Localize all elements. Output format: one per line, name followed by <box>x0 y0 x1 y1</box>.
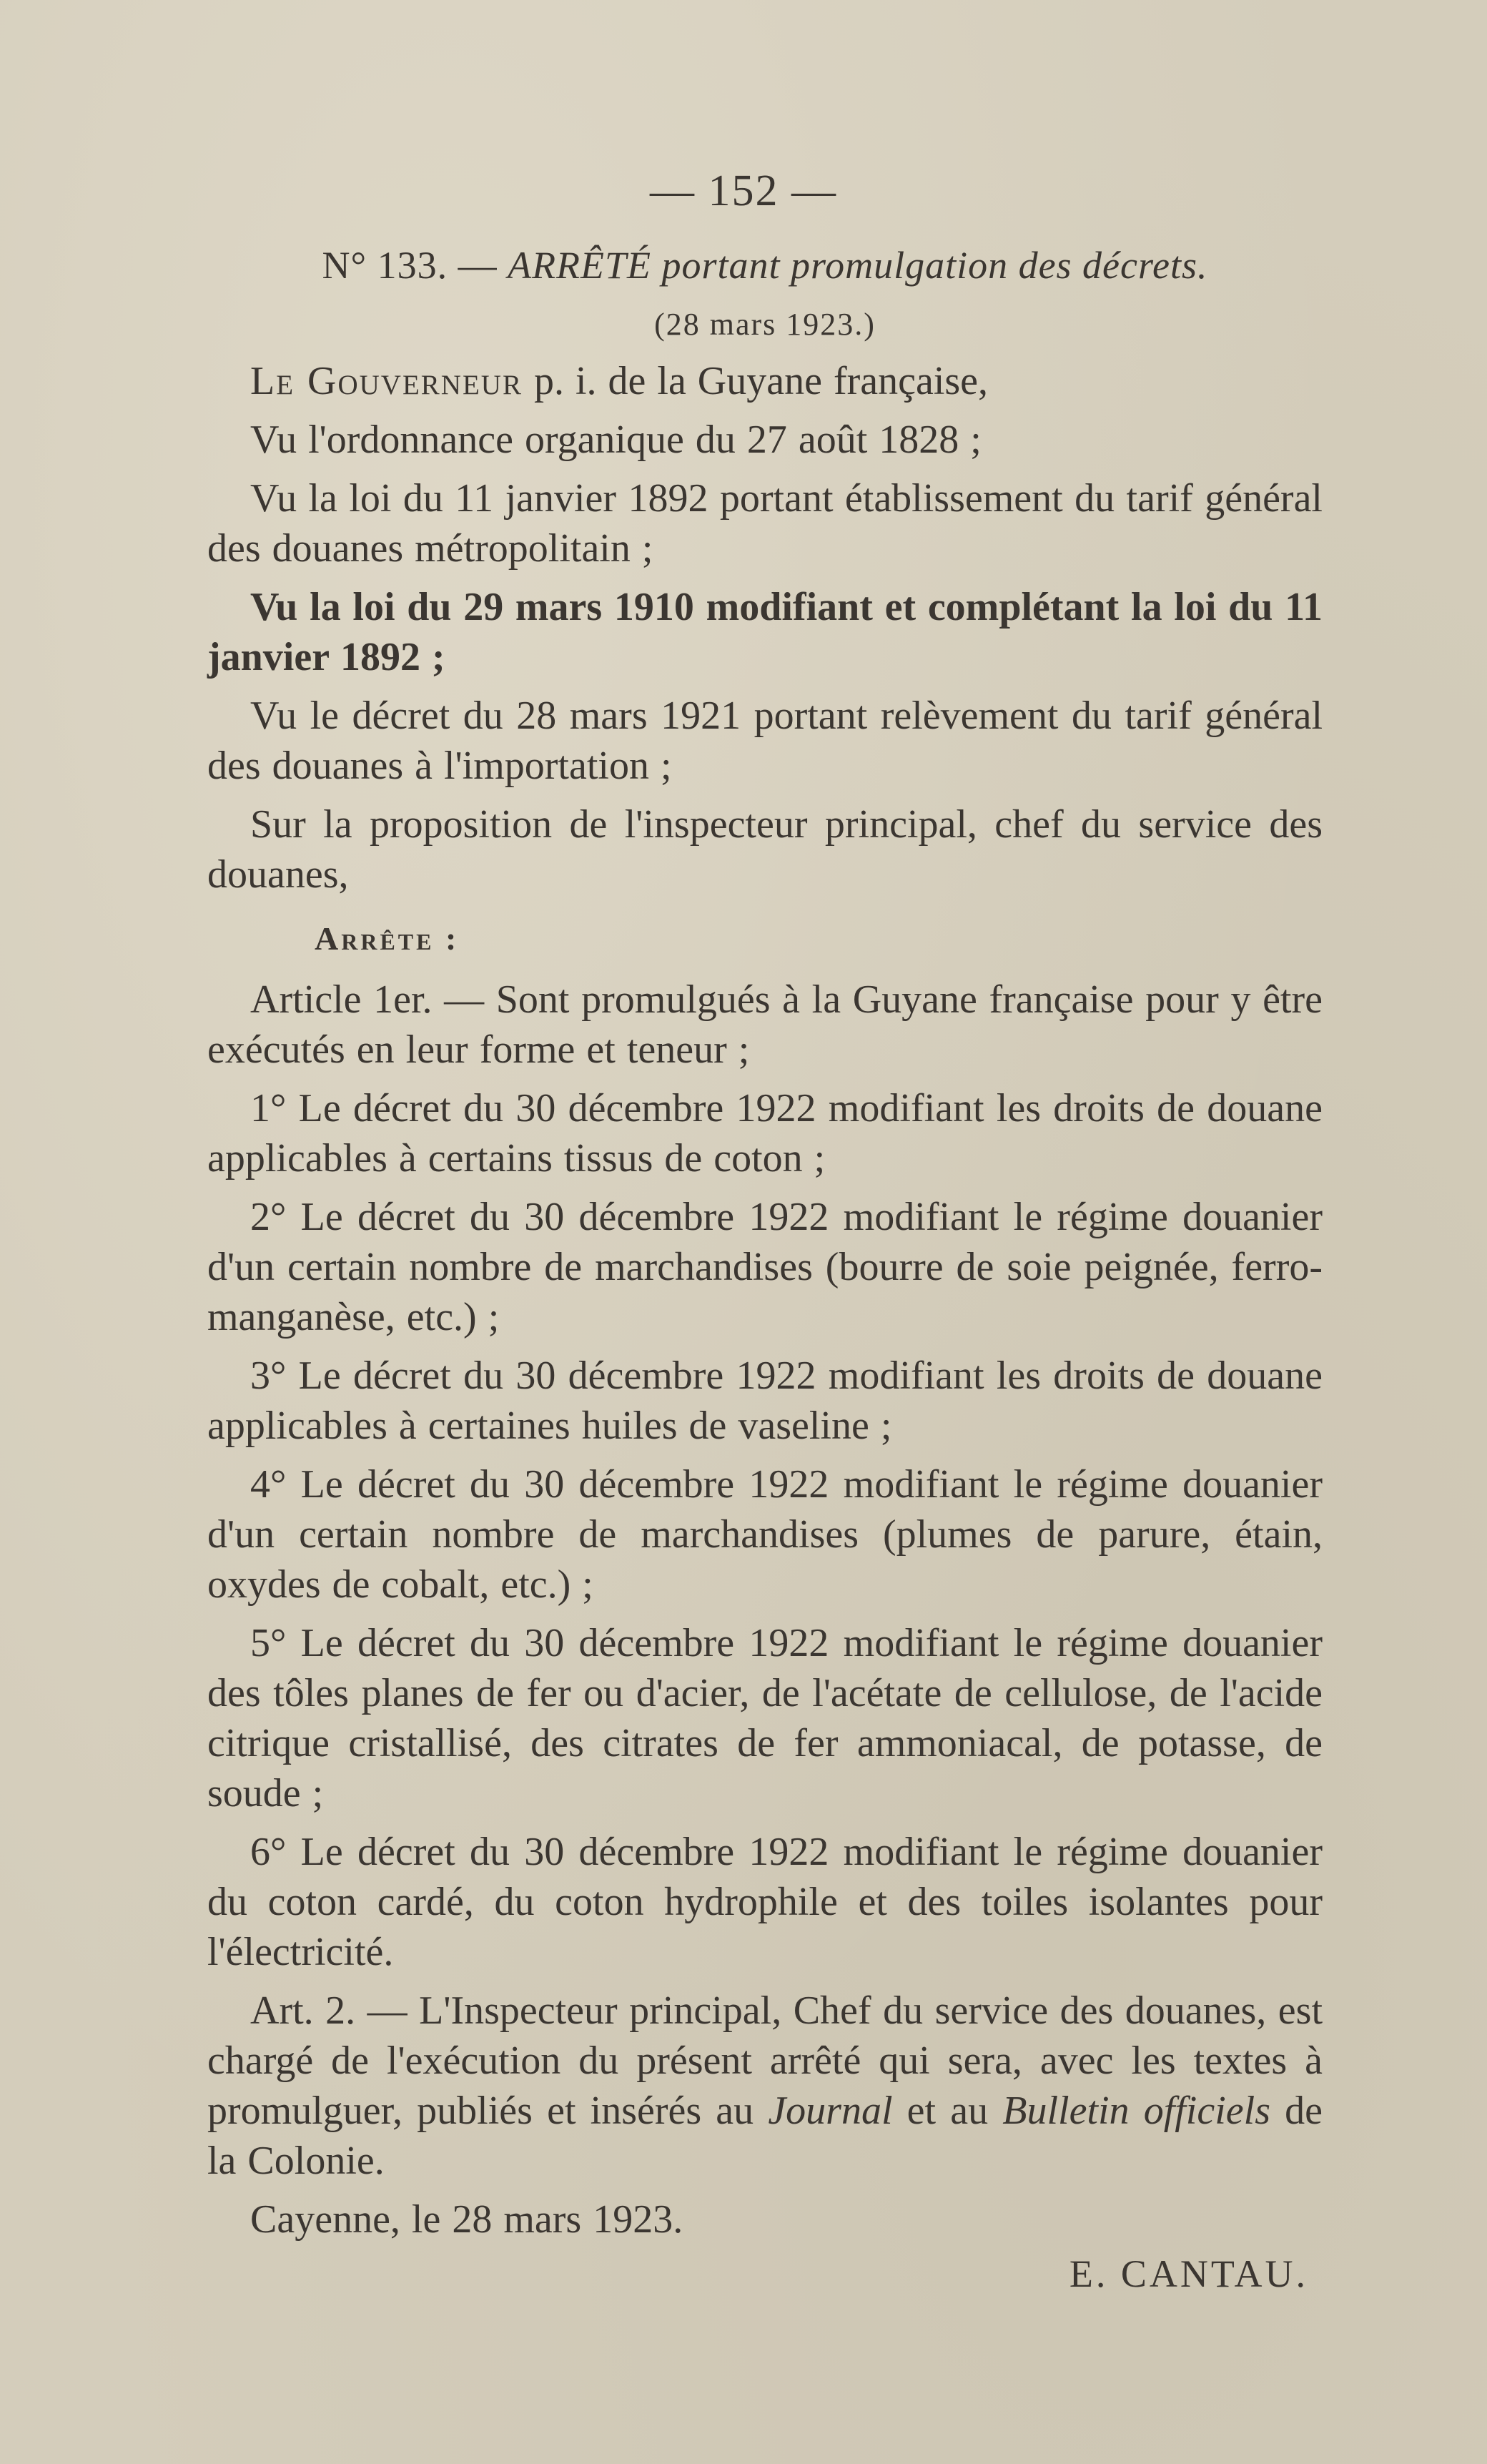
gouverneur-lead: Le Gouverneur <box>250 359 523 403</box>
place-date: Cayenne, le 28 mars 1923. <box>250 2197 683 2242</box>
item-text: Le décret du 30 décembre 1922 modifiant les droits de douane applicables à certains tissus de coton ; <box>207 1086 1323 1181</box>
article-2 <box>207 1986 1323 2186</box>
item-text: Le décret du 30 décembre 1922 modifiant le régime douanier des tôles planes de fer ou d'acier, de l'acétate de cellulose, de l'acide citrique cristallisé, des citrates de fer ammoniacal, de potasse, de soude ; <box>207 1621 1323 1815</box>
article-2-text-after: de la Colonie. <box>207 2089 1323 2183</box>
signature: E. CANTAU. <box>1069 2252 1308 2295</box>
title-number: N° 133. — <box>322 244 498 287</box>
item-text: Le décret du 30 décembre 1922 modifiant le régime douanier d'un certain nombre de marchandises (plumes de parure, étain, oxydes de cobalt, etc.) ; <box>207 1462 1323 1607</box>
article-1-item-5 <box>207 1618 1323 1818</box>
preamble-vu-ordonnance: Vu l'ordonnance organique du 27 août 1828 ; <box>250 418 982 462</box>
article-1-text: Sont promulgués à la Guyane française pour y être exécutés en leur forme et teneur ; <box>207 977 1323 1072</box>
article-1-item-6 <box>207 1827 1323 1977</box>
article-1-item-3 <box>207 1351 1323 1451</box>
arrete-heading: Arrête : <box>315 920 460 957</box>
title-text: ARRÊTÉ portant promulgation des décrets. <box>508 244 1208 287</box>
preamble-vu-loi-1910: Vu la loi du 29 mars 1910 modifiant et complétant la loi du 11 janvier 1892 ; <box>207 585 1323 679</box>
item-number: 2° <box>250 1195 287 1239</box>
item-number: 3° <box>250 1354 287 1398</box>
preamble-gouverneur <box>207 356 1323 406</box>
article-1-item-4 <box>207 1459 1323 1610</box>
article-1-item-2 <box>207 1192 1323 1342</box>
item-number: 1° <box>250 1086 287 1130</box>
article-1-item-1 <box>207 1083 1323 1183</box>
article-1-label: Article 1er. — <box>250 977 485 1022</box>
document-date: (28 mars 1923.) <box>654 307 876 342</box>
preamble-vu-decret-1921: Vu le décret du 28 mars 1921 portant relèvement du tarif général des douanes à l'importation ; <box>207 694 1323 788</box>
item-text: Le décret du 30 décembre 1922 modifiant le régime douanier d'un certain nombre de marchandises (bourre de soie peignée, ferro-manganèse, etc.) ; <box>207 1195 1323 1339</box>
item-number: 4° <box>250 1462 287 1507</box>
document-body <box>207 356 1323 2296</box>
gouverneur-text: p. i. de la Guyane française, <box>522 359 989 403</box>
document-title <box>207 243 1323 287</box>
preamble-vu-loi-1892: Vu la loi du 11 janvier 1892 portant établissement du tarif général des douanes métropolitain ; <box>207 476 1323 571</box>
article-1 <box>207 975 1323 1075</box>
article-2-text-before: L'Inspecteur principal, Chef du service des douanes, est chargé de l'exécution du présent arrêté qui sera, avec les textes à promulguer, publiés et insérés au <box>207 1989 1323 2133</box>
article-2-label: Art. 2. — <box>250 1989 407 2033</box>
item-text: Le décret du 30 décembre 1922 modifiant le régime douanier du coton cardé, du coton hydrophile et des toiles isolantes pour l'électricité. <box>207 1830 1323 1974</box>
preamble-proposition: Sur la proposition de l'inspecteur principal, chef du service des douanes, <box>207 802 1323 897</box>
item-text: Le décret du 30 décembre 1922 modifiant les droits de douane applicables à certaines huiles de vaseline ; <box>207 1354 1323 1448</box>
bulletin-title: Bulletin officiels <box>1002 2089 1270 2133</box>
item-number: 6° <box>250 1830 287 1874</box>
article-2-et: et au <box>892 2089 1003 2133</box>
item-number: 5° <box>250 1621 287 1665</box>
journal-title: Journal <box>768 2089 893 2133</box>
page-number: — 152 — <box>650 167 837 215</box>
